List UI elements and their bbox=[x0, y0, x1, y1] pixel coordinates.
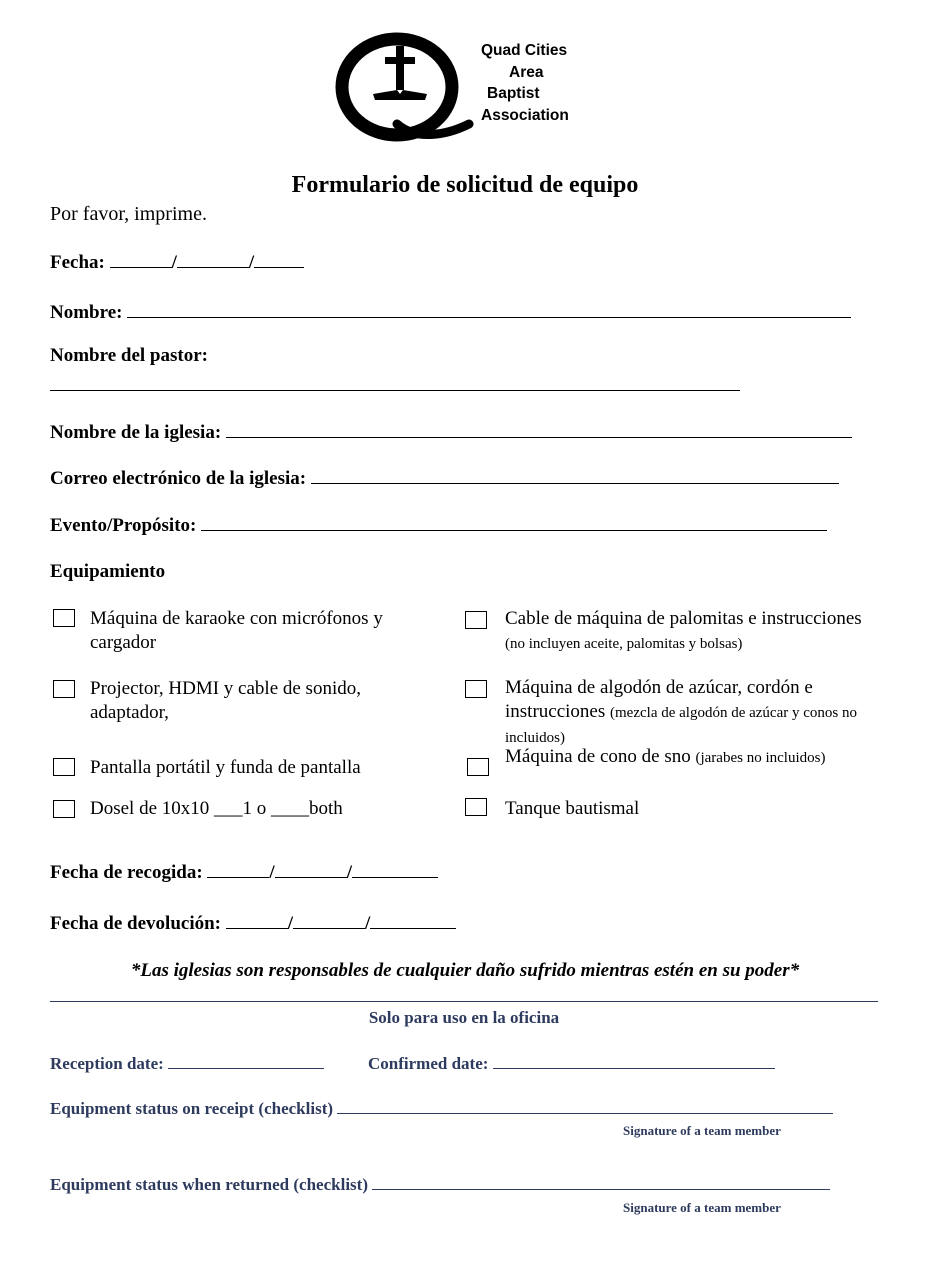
confirmed-date-blank[interactable] bbox=[493, 1052, 775, 1069]
checkbox-algodon[interactable] bbox=[465, 680, 487, 698]
equipment-item-sno bbox=[505, 745, 845, 770]
reception-date-label: Reception date: bbox=[50, 1054, 164, 1073]
evento-label: Evento/Propósito: bbox=[50, 515, 197, 536]
equipment-item-note: (jarabes no incluidos) bbox=[695, 750, 826, 766]
divider bbox=[50, 1001, 878, 1002]
fecha-year-blank[interactable] bbox=[254, 249, 304, 268]
logo-org-line-1: Quad Cities bbox=[481, 42, 568, 59]
checkbox-sno[interactable] bbox=[467, 758, 489, 776]
fecha-label: Fecha: bbox=[50, 252, 105, 273]
equipment-item-label: Tanque bautismal bbox=[505, 798, 640, 819]
correo-label: Correo electrónico de la iglesia: bbox=[50, 468, 307, 489]
return-label: Fecha de devolución: bbox=[50, 913, 221, 934]
status-receipt-label: Equipment status on receipt (checklist) bbox=[50, 1099, 334, 1118]
logo-q-mark bbox=[335, 32, 475, 142]
correo-blank[interactable] bbox=[311, 465, 839, 484]
checkbox-palomitas[interactable] bbox=[465, 611, 487, 629]
return-field: Fecha de devolución: / / bbox=[50, 910, 456, 935]
nombre-field bbox=[50, 299, 851, 324]
pastor-blank[interactable] bbox=[50, 374, 740, 391]
equipment-item-algodon bbox=[505, 676, 870, 750]
evento-blank[interactable] bbox=[201, 512, 827, 531]
equipment-item-label: Cable de máquina de palomitas e instrucciones bbox=[505, 608, 862, 629]
pickup-field: Fecha de recogida: / / bbox=[50, 859, 438, 884]
equipment-item-label: Projector, HDMI y cable de sonido, adaptador, bbox=[90, 678, 361, 723]
confirmed-date-label: Confirmed date: bbox=[368, 1054, 489, 1073]
iglesia-blank[interactable] bbox=[226, 419, 852, 438]
nombre-label: Nombre: bbox=[50, 302, 123, 323]
nombre-blank[interactable] bbox=[127, 299, 851, 318]
office-heading: Solo para uso en la oficina bbox=[368, 1008, 560, 1027]
equipment-item-note: (mezcla de algodón de azúcar y conos no incluidos) bbox=[505, 705, 857, 746]
equipment-item-dosel bbox=[90, 797, 450, 821]
instruction-text: Por favor, imprime. bbox=[50, 203, 207, 225]
iglesia-field bbox=[50, 419, 852, 444]
checkbox-karaoke[interactable] bbox=[53, 609, 75, 627]
logo-org-line-3: Baptist bbox=[487, 85, 540, 102]
checkbox-pantalla[interactable] bbox=[53, 758, 75, 776]
disclaimer: *Las iglesias son responsables de cualquier daño sufrido mientras estén en su poder* bbox=[130, 960, 800, 981]
fecha-month-blank[interactable] bbox=[177, 249, 249, 268]
equipment-item-label: Máquina de karaoke con micrófonos y cargador bbox=[90, 608, 383, 653]
checkbox-tanque[interactable] bbox=[465, 798, 487, 816]
checkbox-dosel[interactable] bbox=[53, 800, 75, 818]
open-book-icon bbox=[373, 90, 427, 100]
checkbox-projector[interactable] bbox=[53, 680, 75, 698]
equipment-item-projector bbox=[90, 677, 420, 725]
equipment-item-label: Dosel de 10x10 ___1 o ____both bbox=[90, 798, 343, 819]
iglesia-label: Nombre de la iglesia: bbox=[50, 422, 222, 443]
page-title: Formulario de solicitud de equipo bbox=[291, 172, 639, 198]
return-month-blank[interactable] bbox=[293, 910, 365, 929]
correo-field bbox=[50, 465, 839, 490]
equipment-item-pantalla bbox=[90, 756, 450, 780]
equipment-heading: Equipamiento bbox=[50, 561, 166, 582]
logo-org-line-4: Association bbox=[481, 106, 569, 124]
logo bbox=[335, 32, 595, 142]
equipment-item-note: (no incluyen aceite, palomitas y bolsas) bbox=[505, 636, 743, 652]
status-receipt-field bbox=[50, 1097, 833, 1119]
equipment-item-label: Máquina de cono de sno bbox=[505, 746, 691, 767]
signature-caption-receipt: Signature of a team member bbox=[623, 1123, 781, 1138]
status-return-label: Equipment status when returned (checklist) bbox=[50, 1175, 368, 1194]
equipment-item-palomitas bbox=[505, 607, 870, 656]
fecha-field: Fecha: / / bbox=[50, 249, 304, 274]
reception-date-blank[interactable] bbox=[168, 1052, 324, 1069]
pickup-year-blank[interactable] bbox=[352, 859, 438, 878]
evento-field bbox=[50, 512, 827, 537]
pickup-day-blank[interactable] bbox=[207, 859, 269, 878]
reception-date-field bbox=[50, 1052, 324, 1074]
status-receipt-signature-blank[interactable] bbox=[337, 1097, 833, 1114]
return-year-blank[interactable] bbox=[370, 910, 456, 929]
status-return-signature-blank[interactable] bbox=[372, 1173, 830, 1190]
equipment-item-tanque bbox=[505, 797, 845, 821]
equipment-item-label: Pantalla portátil y funda de pantalla bbox=[90, 757, 361, 778]
logo-org-line-2: Area bbox=[509, 63, 544, 81]
return-day-blank[interactable] bbox=[226, 910, 288, 929]
confirmed-date-field bbox=[368, 1052, 775, 1074]
pickup-month-blank[interactable] bbox=[275, 859, 347, 878]
equipment-item-label: Máquina de algodón de azúcar, cordón e instrucciones bbox=[505, 677, 813, 722]
fecha-day-blank[interactable] bbox=[110, 249, 172, 268]
pickup-label: Fecha de recogida: bbox=[50, 862, 203, 883]
cross-icon bbox=[396, 46, 404, 90]
equipment-item-karaoke bbox=[90, 607, 440, 655]
pastor-label: Nombre del pastor: bbox=[50, 345, 208, 366]
signature-caption-return: Signature of a team member bbox=[623, 1200, 781, 1215]
status-return-field bbox=[50, 1173, 830, 1195]
